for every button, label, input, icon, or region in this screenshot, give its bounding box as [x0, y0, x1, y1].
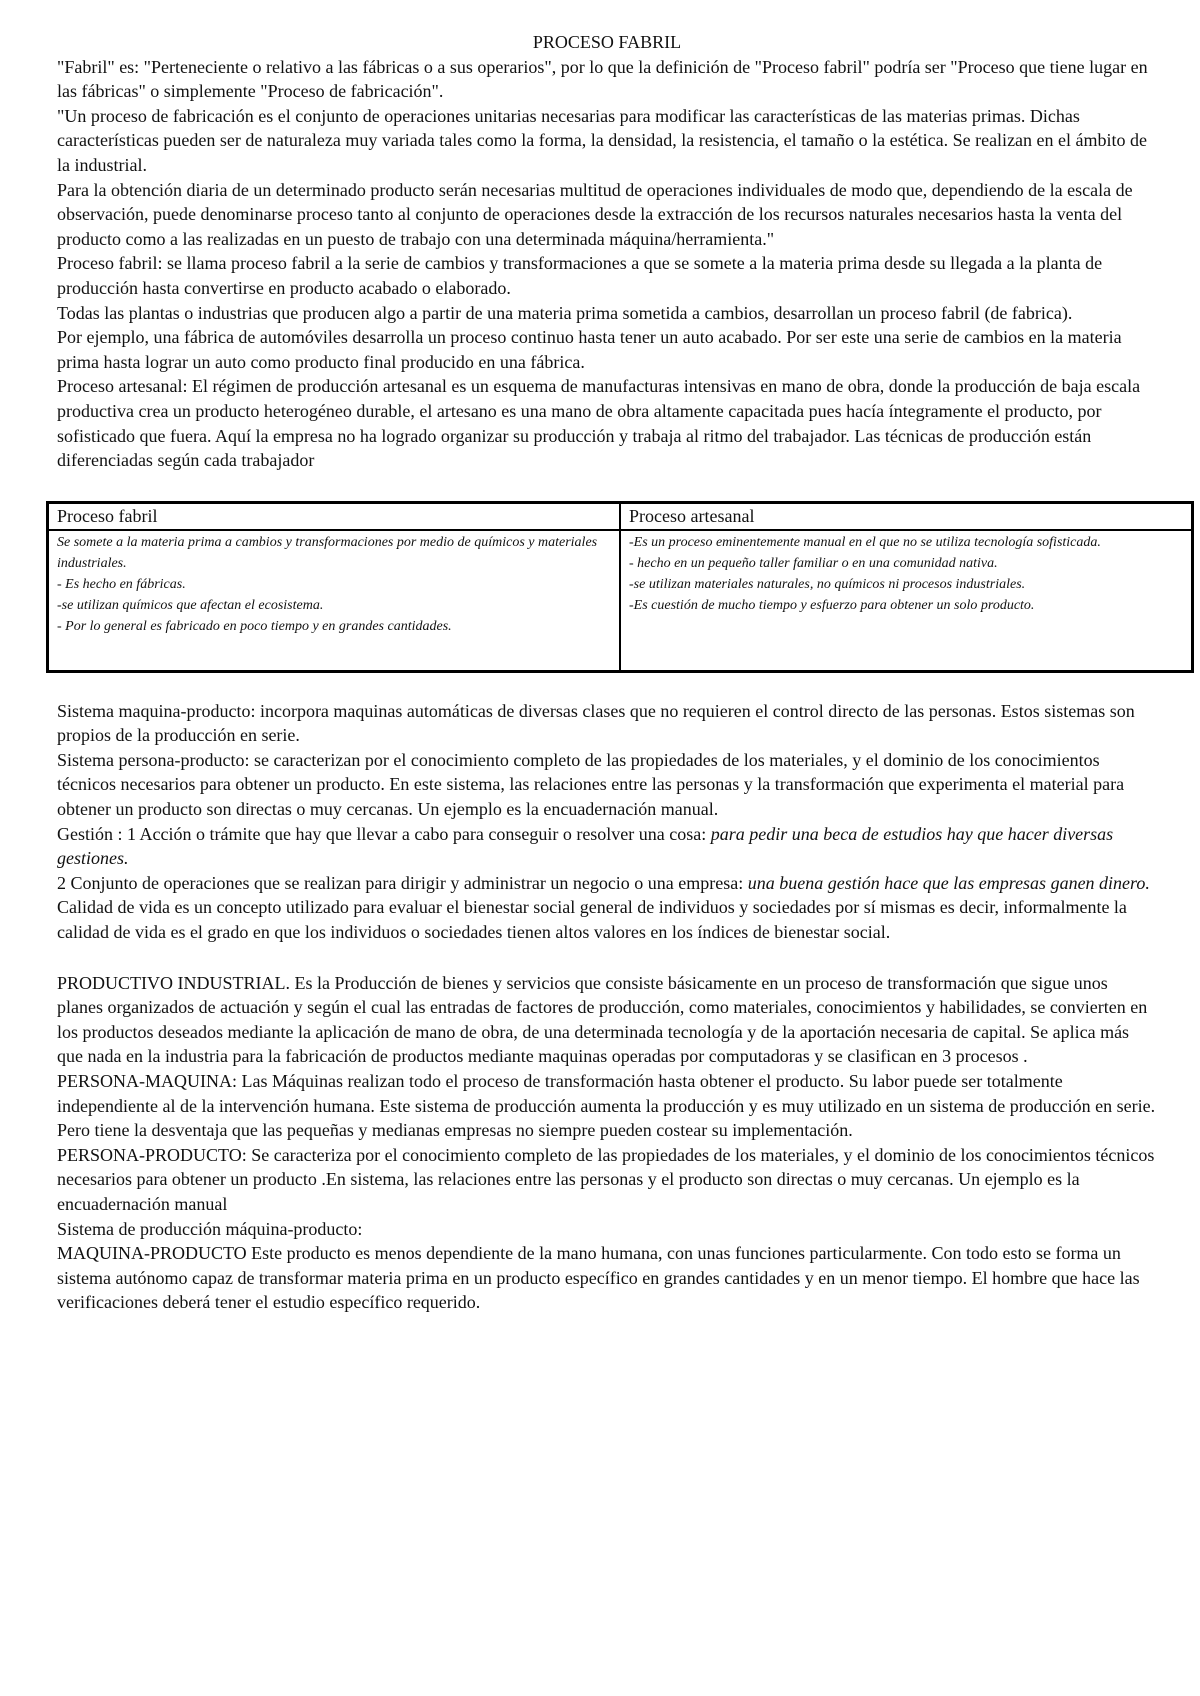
table-cell-fabril [48, 530, 621, 672]
intro-paragraph: Proceso fabril: se llama proceso fabril a la serie de cambios y transformaciones a que se somete a la materia prima desde su llegada a la planta de producción hasta convertirse en producto acabado o elaborado. [57, 253, 1103, 298]
paragraph-calidad-de-vida: Calidad de vida es un concepto utilizado para evaluar el bienestar social general de individuos y sociedades por sí mismas es decir, informalmente la calidad de vida es el grado en que los individuos o sociedades tienen altos valores en los índices de bienestar social. [57, 897, 1127, 943]
paragraph-maquina-producto-2: MAQUINA-PRODUCTO Este producto es menos dependiente de la mano humana, con unas funciones particularmente. Con todo esto se forma un sistema autónomo capaz de transformar materia prima en un producto específico en grandes cantidades y en un menor tiempo. El hombre que hace las verificaciones deberá tener el estudio específico requerido. [57, 1243, 1140, 1313]
paragraph-persona-producto-2: PERSONA-PRODUCTO: Se caracteriza por el conocimiento completo de las propiedades de los materiales, y el dominio de los conocimientos técnicos necesarios para obtener un producto .En sistema, las relaciones entre las personas y el producto son directas o muy cercanas. Un ejemplo es la encuadernación manual [57, 1144, 1155, 1214]
intro-paragraph: Todas las plantas o industrias que producen algo a partir de una materia prima sometida a cambios, desarrollan un proceso fabril (de fabrica). [57, 302, 1073, 323]
gestion-2-example: una buena gestión hace que las empresas ganen dinero. [747, 872, 1150, 893]
section-productivo [57, 971, 1157, 1315]
paragraph-persona-maquina: PERSONA-MAQUINA: Las Máquinas realizan todo el proceso de transformación hasta obtener el producto. Su labor puede ser totalmente independiente al de la intervención humana. Este sistema de producción aumenta la producción y es muy utilizado en un sistema de producción en serie. Pero tiene la desventaja que las pequeñas y medianas empresas no siempre pueden costear su implementación. [57, 1071, 1156, 1141]
document-page [57, 30, 1157, 1315]
list-item: - Por lo general es fabricado en poco tiempo y en grandes cantidades. [57, 618, 452, 634]
paragraph-maquina-producto: Sistema maquina-producto: incorpora maquinas automáticas de diversas clases que no requieren el control directo de las personas. Estos sistemas son propios de la producción en serie. [57, 700, 1135, 746]
table-cell-artesanal [620, 530, 1193, 672]
table-header-artesanal: Proceso artesanal [620, 502, 1193, 530]
list-item: - hecho en un pequeño taller familiar o en una comunidad nativa. [629, 555, 998, 571]
intro-paragraph: "Fabril" es: "Perteneciente o relativo a las fábricas o a sus operarios", por lo que la definición de "Proceso fabril" podría ser "Proceso que tiene lugar en las fábricas" o simplemente "Proceso de fabricación". [57, 56, 1148, 102]
paragraph-sistema-produccion: Sistema de producción máquina-producto: [57, 1218, 363, 1239]
gestion-1-text: Gestión : 1 Acción o trámite que hay que llevar a cabo para conseguir o resolver una cosa: [57, 823, 711, 844]
spacer [57, 473, 1157, 501]
paragraph-persona-producto: Sistema persona-producto: se caracterizan por el conocimiento completo de las propiedades de los materiales, y el dominio de los conocimientos técnicos necesarios para obtener un producto. En este sistema, las relaciones entre las personas y la transformación que experimenta el material para obtener un producto son directas o muy cercanas. Un ejemplo es la encuadernación manual. [57, 749, 1125, 820]
paragraph-gestion-2 [57, 871, 1157, 896]
list-item: -Es cuestión de mucho tiempo y esfuerzo para obtener un solo producto. [629, 597, 1035, 613]
table-header-row [48, 502, 1193, 530]
table-header-fabril: Proceso fabril [48, 502, 621, 530]
comparison-table [46, 501, 1194, 673]
document-title: PROCESO FABRIL [532, 32, 682, 52]
gestion-1-example: para pedir una beca de estudios hay que hacer diversas gestiones. [57, 823, 1114, 869]
gestion-2-text: 2 Conjunto de operaciones que se realizan para dirigir y administrar un negocio o una empresa: [57, 872, 748, 893]
intro-paragraph: Para la obtención diaria de un determinado producto serán necesarias multitud de operaciones individuales de modo que, dependiendo de la escala de observación, puede denominarse proceso tanto al conjunto de operaciones desde la extracción de los recursos naturales necesarios hasta la venta del producto como a las realizadas en un puesto de trabajo con una determinada máquina/herramienta." [57, 179, 1133, 249]
list-item: Se somete a la materia prima a cambios y transformaciones por medio de químicos y materiales industriales. [57, 534, 598, 571]
spacer [57, 945, 1157, 971]
section-sistemas [57, 699, 1157, 945]
list-item: - Es hecho en fábricas. [57, 576, 186, 592]
list-item: -Es un proceso eminentemente manual en el que no se utiliza tecnología sofisticada. [629, 534, 1101, 550]
intro-paragraph: Proceso artesanal: El régimen de producción artesanal es un esquema de manufacturas intensivas en mano de obra, donde la producción de baja escala productiva crea un producto heterogéneo durable, el artesano es una mano de obra altamente capacitada pues hacía íntegramente el producto, por sofisticado que fuera. Aquí la empresa no ha logrado organizar su producción y trabaja al ritmo del trabajador. Las técnicas de producción están diferenciadas según cada trabajador [57, 376, 1141, 471]
intro-paragraph: Por ejemplo, una fábrica de automóviles desarrolla un proceso continuo hasta tener un auto acabado. Por ser este una serie de cambios en la materia prima hasta lograr un auto como producto final producido en una fábrica. [57, 327, 1122, 372]
table-row [48, 530, 1193, 672]
intro-paragraph: "Un proceso de fabricación es el conjunto de operaciones unitarias necesarias para modificar las características de las materias primas. Dichas características pueden ser de naturaleza muy variada tales como la forma, la densidad, la resistencia, el tamaño o la estética. Se realizan en el ámbito de la industrial. [57, 105, 1148, 175]
paragraph-productivo-industrial: PRODUCTIVO INDUSTRIAL. Es la Producción de bienes y servicios que consiste básicamente en un proceso de transformación que sigue unos planes organizados de actuación y según el cual las entradas de factores de producción, como materiales, conocimientos y habilidades, se convierten en los productos deseados mediante la aplicación de mano de obra, de una determinada tecnología y de la aportación necesaria de capital. Se aplica más que nada en la industria para la fabricación de productos mediante maquinas operadas por computadoras y se clasifican en 3 procesos . [57, 972, 1148, 1067]
list-item: -se utilizan materiales naturales, no químicos ni procesos industriales. [629, 576, 1026, 592]
list-item: -se utilizan químicos que afectan el ecosistema. [57, 597, 324, 613]
paragraph-gestion-1 [57, 822, 1157, 871]
